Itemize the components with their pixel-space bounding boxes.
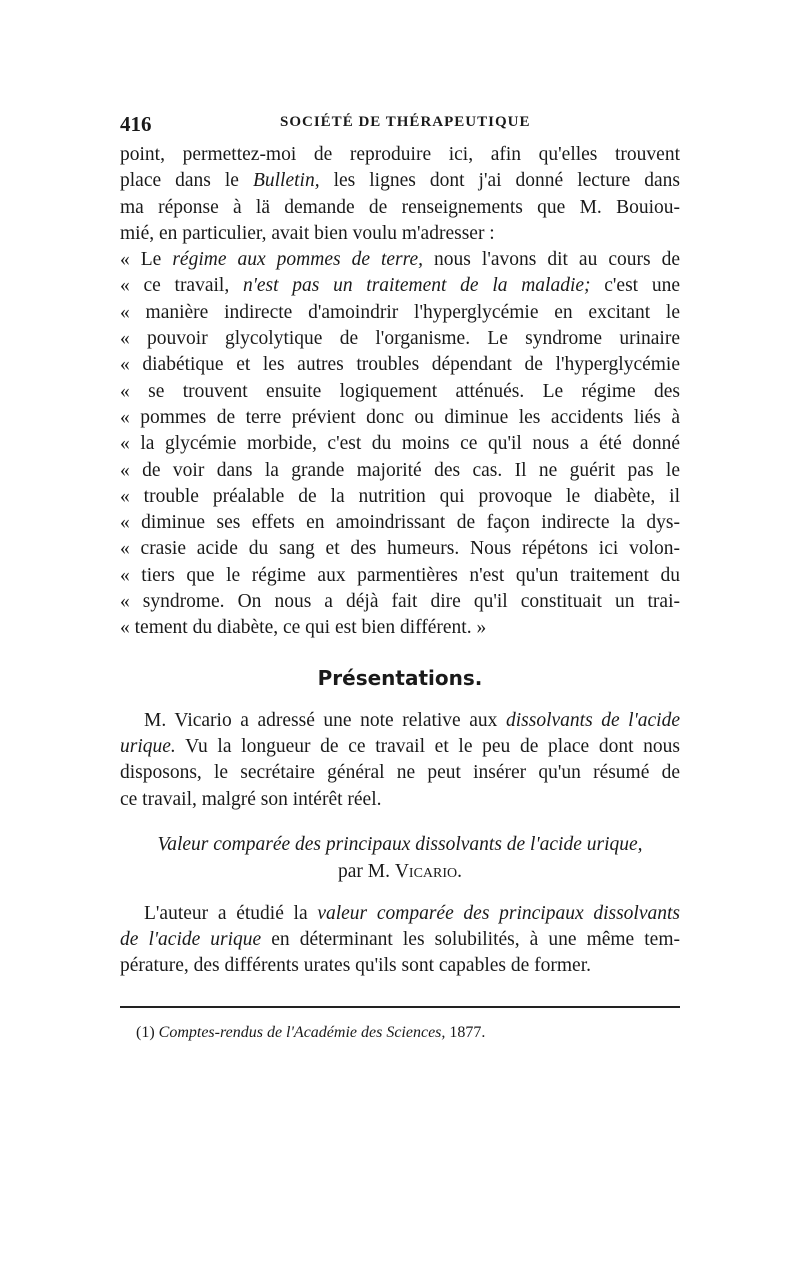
text-line: mié, en particulier, avait bien voulu m'adresser : [120,222,495,244]
article-author: par M. Vicario. [337,860,463,882]
text-line: « la glycémie morbide, c'est du moins ce qu'il nous a été donné [120,433,680,455]
text-line: ce travail, malgré son intérêt réel. [120,788,382,810]
running-head [120,112,680,142]
footnote-marker: (1) [136,1023,155,1041]
text-line: « trouble préalable de la nutrition qui provoque le diabète, il [120,485,680,507]
footnote-year: 1877. [449,1023,486,1041]
text-line: de l'acide urique en déterminant les solubilités, à une même tem- [120,929,680,951]
text-line: « syndrome. On nous a déjà fait dire qu'il constituait un trai- [120,591,680,613]
text-line: « tement du diabète, ce qui est bien différent. » [120,617,487,639]
text-line: « pouvoir glycolytique de l'organisme. Le syndrome urinaire [120,328,680,350]
intro-paragraph [120,142,680,247]
text-line: « crasie acide du sang et des humeurs. Nous répétons ici volon- [120,538,680,560]
text-line: « diabétique et les autres troubles dépendant de l'hyperglycémie [120,354,680,376]
text-line: « se trouvent ensuite logiquement atténués. Le régime des [120,380,680,402]
text-line: L'auteur a étudié la valeur comparée des principaux dissolvants [144,902,680,924]
quoted-passage [120,247,680,641]
section-heading: Présentations. [317,665,483,690]
footnote [120,1024,680,1042]
page-number: 416 [120,112,152,136]
section-paragraph [120,708,680,813]
text-line: « Le régime aux pommes de terre, nous l'avons dit au cours de [120,249,680,271]
text-line: « tiers que le régime aux parmentières n'est qu'un traitement du [120,564,680,586]
text-line: « de voir dans la grande majorité des cas. Il ne guérit pas le [120,459,680,481]
text-line: ma réponse à lä demande de renseignements que M. Bouiou- [120,196,680,218]
text-line: « manière indirecte d'amoindrir l'hyperglycémie en excitant le [120,301,680,323]
running-title: SOCIÉTÉ DE THÉRAPEUTIQUE [280,114,531,130]
article-title-block [120,831,680,885]
text-line: disposons, le secrétaire général ne peut insérer qu'un résumé de [120,762,680,784]
text-line: place dans le Bulletin, les lignes dont j'ai donné lecture dans [120,170,680,192]
footnote-source: Comptes-rendus de l'Académie des Sciences, [158,1023,446,1041]
footnote-divider [120,1006,680,1008]
text-line: « diminue ses effets en amoindrissant de façon indirecte la dys- [120,512,680,534]
summary-paragraph [120,901,680,980]
text-line: M. Vicario a adressé une note relative aux dissolvants de l'acide [144,709,680,731]
article-title: Valeur comparée des principaux dissolvants de l'acide urique, [157,833,643,855]
document-page [120,112,680,1042]
text-line: point, permettez-moi de reproduire ici, afin qu'elles trouvent [120,144,680,165]
text-line: « ce travail, n'est pas un traitement de la maladie; c'est une [120,275,680,297]
text-line: pérature, des différents urates qu'ils sont capables de former. [120,955,591,977]
text-line: « pommes de terre prévient donc ou diminue les accidents liés à [120,406,680,428]
text-line: urique. Vu la longueur de ce travail et le peu de place dont nous [120,735,680,757]
